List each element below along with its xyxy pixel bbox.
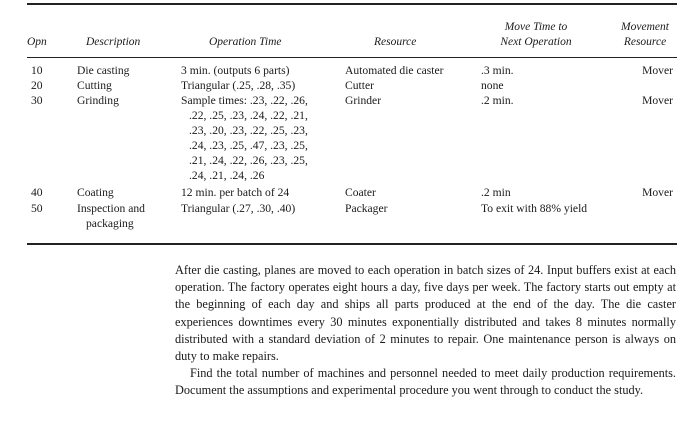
header-movement-line2: Resource: [623, 36, 667, 48]
row-movement-resource: Mover: [642, 94, 673, 107]
row-resource: Automated die caster: [345, 64, 444, 77]
row-operation-time: 3 min. (outputs 6 parts): [181, 64, 290, 77]
row-resource: Cutter: [345, 79, 374, 92]
row-operation-time: 12 min. per batch of 24: [181, 186, 290, 199]
header-resource: Resource: [374, 36, 417, 48]
row-description: Cutting: [77, 79, 112, 92]
row-resource: Coater: [345, 186, 376, 199]
row-resource: Packager: [345, 202, 388, 215]
row-description: Inspection and: [77, 202, 145, 215]
row-operation-time-line: .23, .20, .23, .22, .25, .23,: [189, 124, 308, 137]
row-opn: 10: [31, 64, 43, 77]
paragraph: After die casting, planes are moved to each operation in batch sizes of 24. Input buffers exist at each operation. The factory operates eight hours a day, five days per week. The factory starts out empty at the beginning of each day and ships all parts produced at the end of the day. The die caster experiences downtimes every 30 minutes exponentially distributed and takes 8 minutes normally distributed with a standard deviation of 2 minutes to repair. One maintenance person is always on duty to make repairs.: [175, 263, 676, 364]
table-bottom-rule: [27, 243, 677, 245]
row-operation-time: Triangular (.27, .30, .40): [181, 202, 296, 215]
row-description: Grinding: [77, 94, 119, 107]
header-move-time-line2: Next Operation: [500, 36, 572, 48]
row-operation-time-line: .22, .25, .23, .24, .22, .21,: [189, 109, 308, 122]
row-resource: Grinder: [345, 94, 382, 107]
header-opn: Opn: [27, 36, 47, 48]
header-move-time-line1: Move Time to: [504, 21, 568, 33]
table-top-rule: [27, 3, 677, 5]
row-description: Die casting: [77, 64, 130, 77]
row-operation-time: Triangular (.25, .28, .35): [181, 79, 296, 92]
header-movement-resource: [612, 20, 678, 50]
row-movement-resource: Mover: [642, 186, 673, 199]
row-move-time: .2 min.: [481, 94, 514, 107]
header-description: Description: [86, 36, 141, 48]
row-opn: 50: [31, 202, 43, 215]
table-header-rule: [27, 57, 677, 58]
row-operation-time-line: .24, .23, .25, .47, .23, .25,: [189, 139, 308, 152]
header-operation-time: Operation Time: [209, 36, 282, 48]
row-operation-time-line: Sample times: .23, .22, .26,: [181, 94, 308, 107]
problem-text: [175, 262, 676, 400]
header-movement-line1: Movement: [621, 21, 669, 33]
paragraph: Find the total number of machines and personnel needed to meet daily production requirements. Document the assumptions and experimental procedure you went through to conduct the study.: [175, 366, 676, 398]
row-move-time: To exit with 88% yield: [481, 202, 588, 215]
row-operation-time-line: .24, .21, .24, .26: [189, 169, 265, 182]
row-opn: 30: [31, 94, 43, 107]
row-move-time: .2 min: [481, 186, 511, 199]
row-movement-resource: Mover: [642, 64, 673, 77]
row-description: Coating: [77, 186, 114, 199]
row-operation-time-line: .21, .24, .22, .26, .23, .25,: [189, 154, 308, 167]
row-opn: 40: [31, 186, 43, 199]
row-opn: 20: [31, 79, 43, 92]
row-description-continued: packaging: [86, 217, 134, 230]
row-move-time: none: [481, 79, 504, 92]
header-move-time: [488, 20, 584, 50]
row-move-time: .3 min.: [481, 64, 514, 77]
